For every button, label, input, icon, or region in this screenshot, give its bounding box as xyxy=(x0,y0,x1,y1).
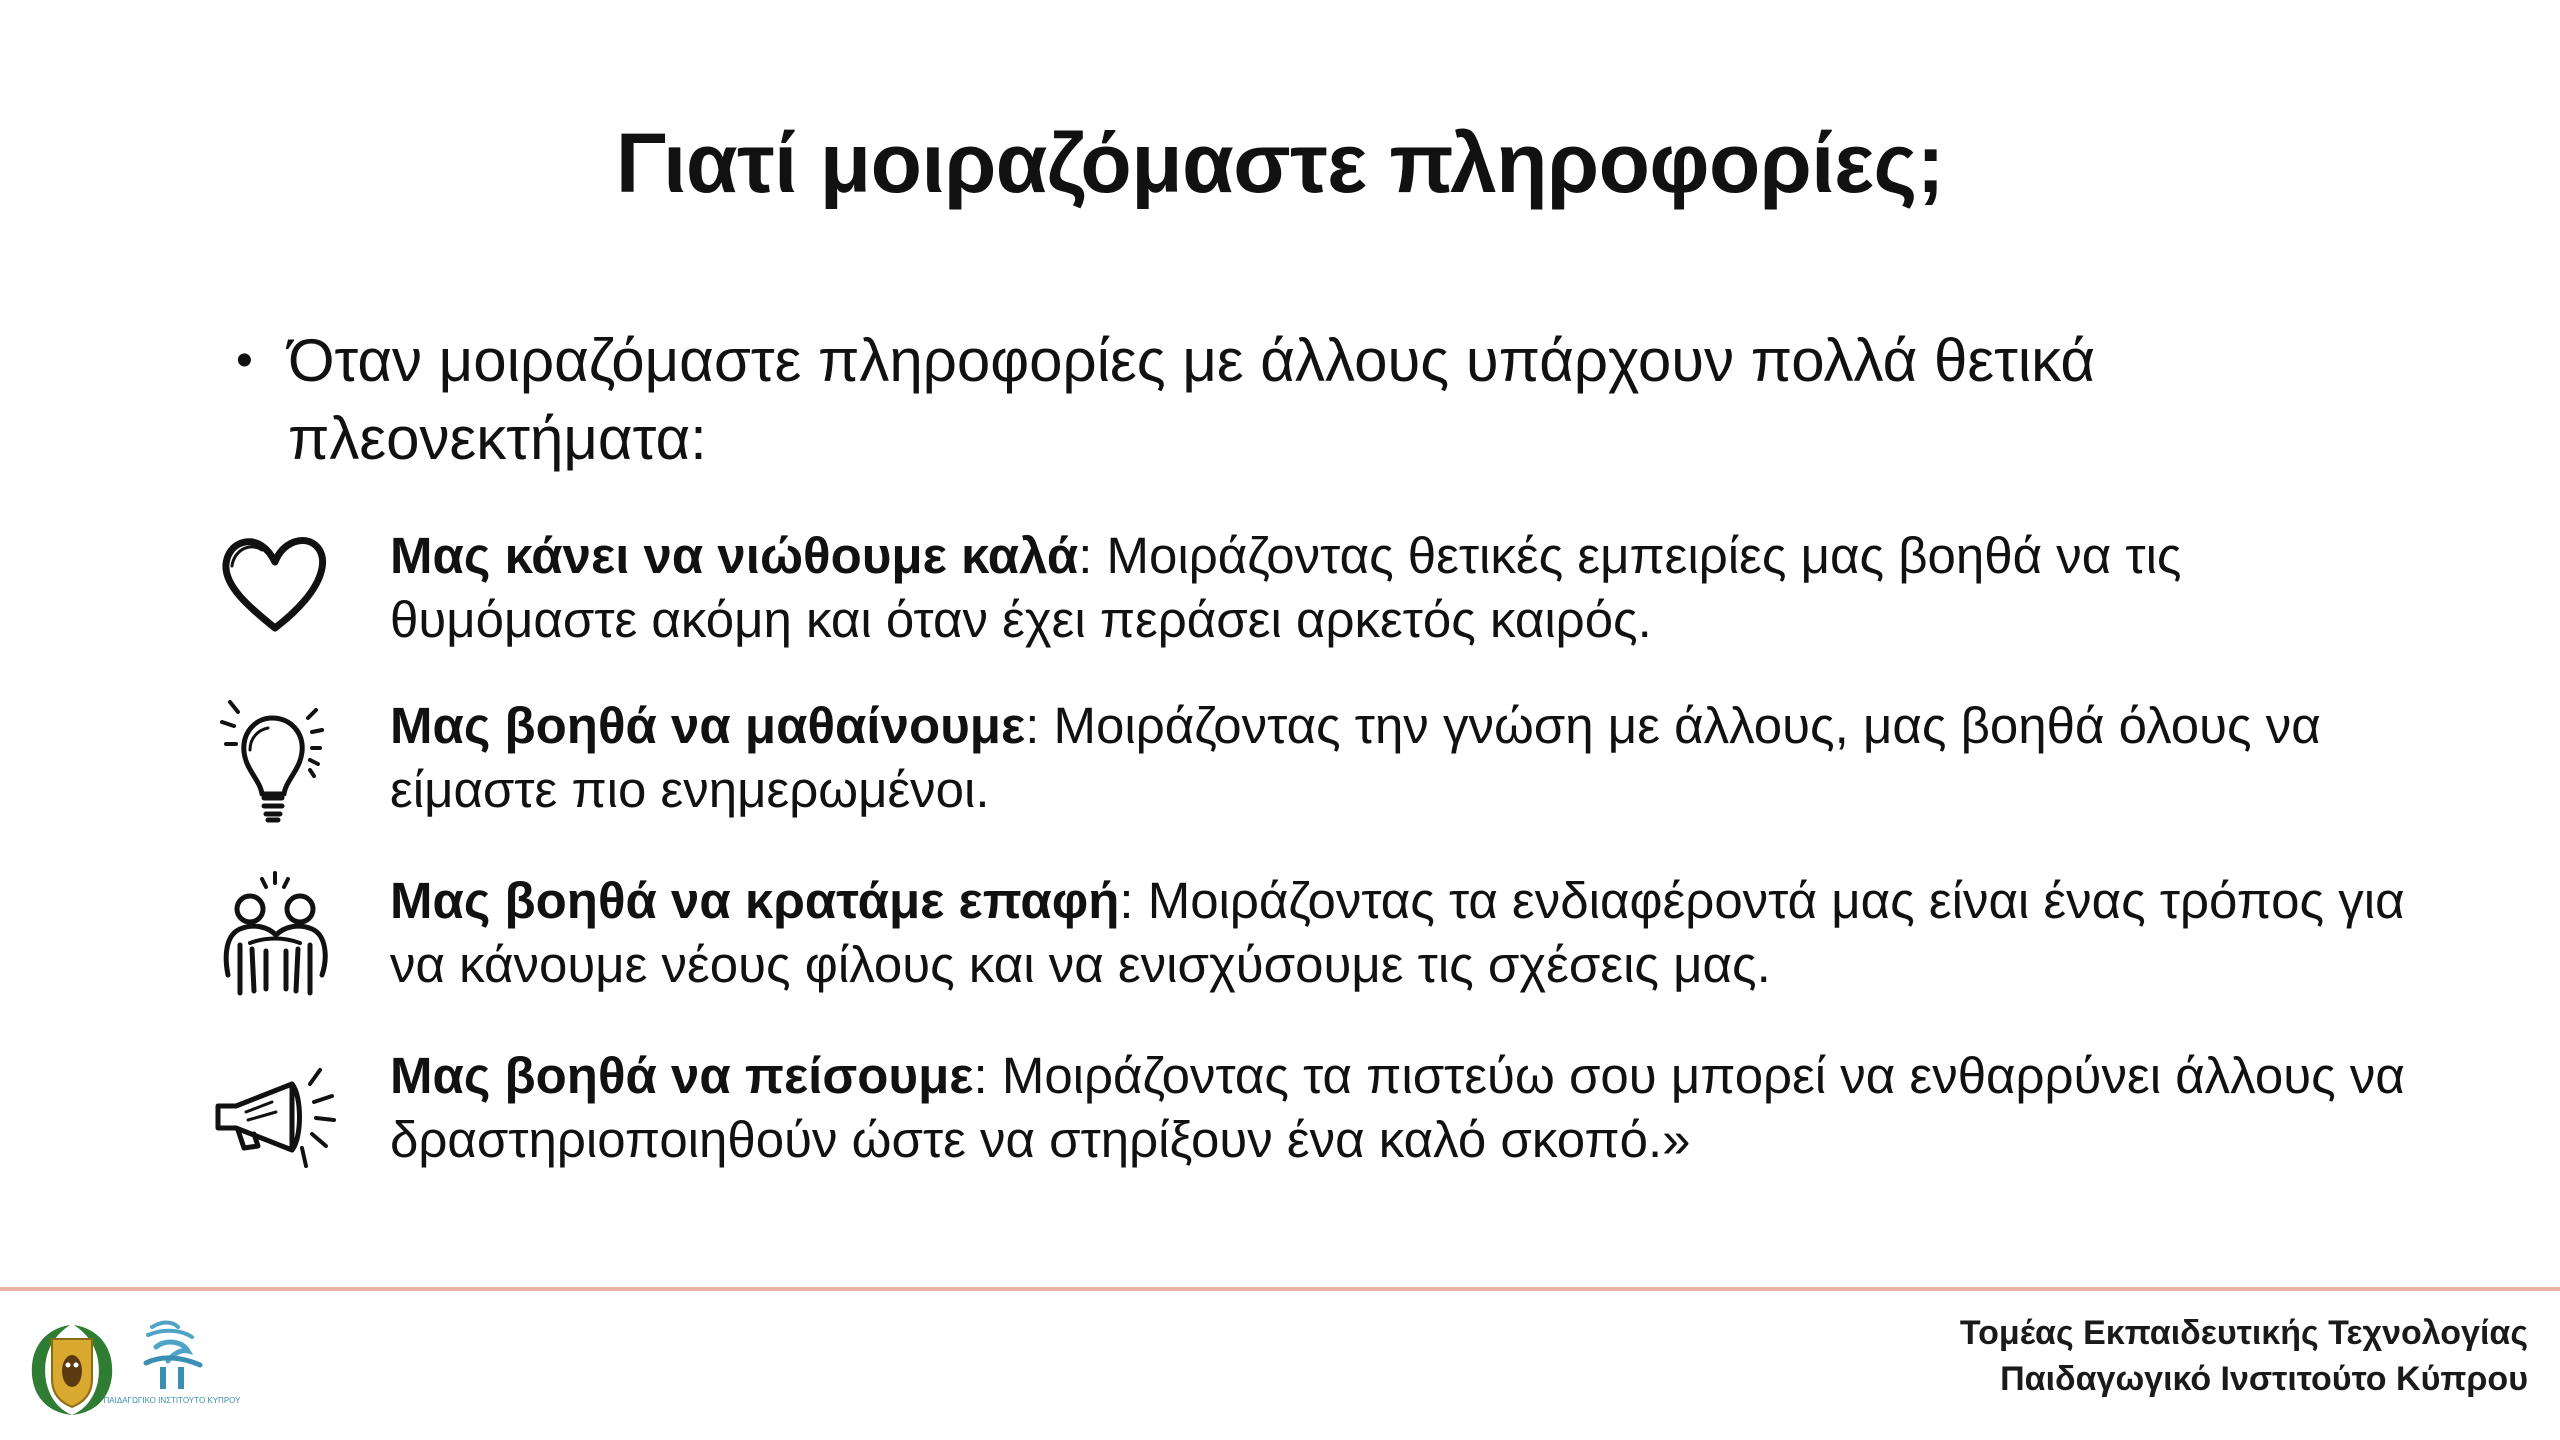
list-item-text xyxy=(390,869,2410,997)
list-item-lead: Μας βοηθά να κρατάμε επαφή xyxy=(390,872,1120,929)
list-item-text xyxy=(390,524,2410,652)
list-item-lead: Μας κάνει να νιώθουμε καλά xyxy=(390,527,1079,584)
footer-line-1: Τομέας Εκπαιδευτικής Τεχνολογίας xyxy=(1959,1314,2528,1352)
friends-hug-icon xyxy=(210,865,340,1015)
list-item-lead: Μας βοηθά να μαθαίνουμε xyxy=(390,697,1026,754)
list-item xyxy=(210,865,2410,1015)
list-item xyxy=(210,520,2410,670)
coat-of-arms-icon xyxy=(32,1325,112,1415)
footer-organization xyxy=(1960,1310,2528,1402)
logo-caption: ΠΑΙΔΑΓΩΓΙΚΟ ΙΝΣΤΙΤΟΥΤΟ ΚΥΠΡΟΥ xyxy=(103,1396,241,1405)
megaphone-icon xyxy=(210,1040,340,1190)
pedagogical-institute-logo-icon xyxy=(104,1323,242,1406)
list-item-body: : Μοιράζοντας τα πιστεύω σου μπορεί να ενθαρρύνει άλλους να δραστηριοποιηθούν ώστε να στηρίξουν ένα καλό σκοπό.» xyxy=(390,1047,2405,1168)
list-item-lead: Μας βοηθά να πείσουμε xyxy=(390,1047,974,1104)
list-item-text xyxy=(390,694,2410,822)
list-item xyxy=(210,1040,2410,1190)
bullet-marker: • xyxy=(236,334,253,387)
footer-line-2: Παιδαγωγικό Ινστιτούτο Κύπρου xyxy=(2000,1360,2528,1398)
list-item-body: : Μοιράζοντας την γνώση με άλλους, μας βοηθά όλους να είμαστε πιο ενημερωμένοι. xyxy=(390,697,2321,818)
list-item-body: : Μοιράζοντας θετικές εμπειρίες μας βοηθά να τις θυμόμαστε ακόμη και όταν έχει περάσει αρκετός καιρός. xyxy=(390,527,2182,648)
intro-text: Όταν μοιραζόμαστε πληροφορίες με άλλους υπάρχουν πολλά θετικά πλεονεκτήματα: xyxy=(288,327,2096,472)
intro-bullet xyxy=(236,322,2336,478)
footer-divider xyxy=(0,1287,2560,1291)
footer-logos xyxy=(22,1315,262,1425)
heart-icon xyxy=(210,520,340,670)
lightbulb-icon xyxy=(210,690,340,840)
list-item-text xyxy=(390,1044,2410,1172)
list-item-body: : Μοιράζοντας τα ενδιαφέροντά μας είναι ένας τρόπος για να κάνουμε νέους φίλους και να ενισχύσουμε τις σχέσεις μας. xyxy=(390,872,2405,993)
slide-title: Γιατί μοιραζόμαστε πληροφορίες; xyxy=(615,116,1945,210)
list-item xyxy=(210,690,2410,840)
